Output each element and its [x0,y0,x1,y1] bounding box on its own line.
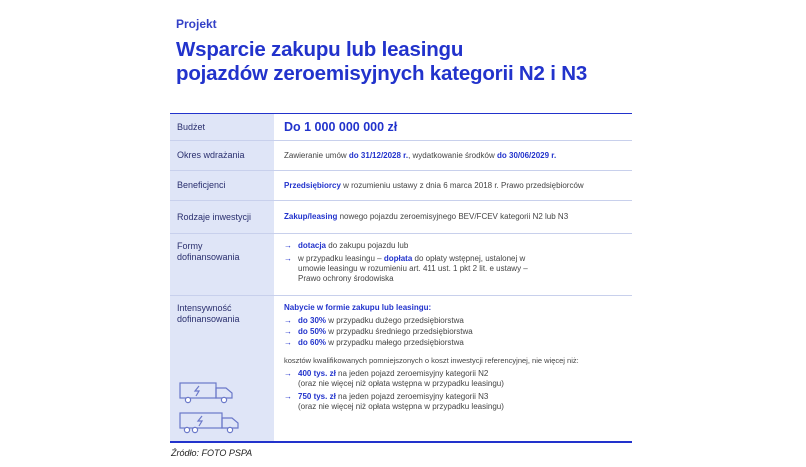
source-caption: Źródło: FOTO PSPA [171,448,253,458]
title-line-1: Wsparcie zakupu lub leasingu [176,38,464,61]
row-content [274,114,632,140]
budget-value: Do 1 000 000 000 zł [284,120,398,134]
row-label: Rodzaje inwestycji [170,201,274,233]
label-line-2: dofinansowania [177,252,240,262]
row-content [274,296,632,441]
list-item [284,338,579,348]
text: w przypadku dużego przedsiębiorstwa [326,316,464,325]
row-budget [170,113,632,140]
arrow-right-icon: → [284,392,292,401]
row-content [274,234,632,295]
page-title [176,38,646,86]
row-forms [170,233,632,295]
arrow-right-icon: → [284,327,292,336]
limit-note: (oraz nie więcej niż opłata wstępna w przypadku leasingu) [298,402,504,411]
row-label: Okres wdrażania [170,141,274,170]
arrow-right-icon: → [284,369,292,378]
list-item [284,254,534,284]
row-content [274,141,632,170]
percent: do 30% [298,316,327,325]
label-line-1: Formy [177,241,203,251]
percent: do 50% [298,327,327,336]
date-spending: do 30/06/2029 r. [497,150,557,160]
intensity-intro: Nabycie w formie zakupu lub leasingu: [284,303,432,312]
row-content [274,201,632,233]
row-beneficiaries [170,170,632,200]
row-content [274,171,632,200]
highlight: Przedsiębiorcy [284,180,341,190]
text: na jeden pojazd zeroemisyjny kategorii N3 [335,392,489,401]
row-label [170,296,274,441]
highlight: Zakup/leasing [284,212,338,221]
forms-list [284,241,534,287]
divider [170,441,632,443]
arrow-right-icon: → [284,316,292,325]
row-period [170,140,632,170]
text: nowego pojazdu zeroemisyjnego BEV/FCEV kategorii N2 lub N3 [337,212,569,221]
limits-list [284,369,579,412]
text: , wydatkowanie środków [408,150,498,160]
title-line-2: pojazdów zeroemisyjnych kategorii N2 i N3 [176,62,588,85]
text: w rozumieniu ustawy z dnia 6 marca 2018 r. Prawo przedsiębiorców [340,180,584,190]
row-label: Budżet [170,114,274,140]
list-item [284,392,579,412]
list-item [284,369,579,389]
arrow-right-icon: → [284,254,292,263]
row-label [170,234,274,295]
row-investment-types [170,200,632,233]
row-label: Beneficjenci [170,171,274,200]
label-line-1: Intensywność [177,303,232,313]
list-item [284,241,534,251]
limit-amount: 750 tys. zł [298,392,336,401]
info-table [170,113,632,441]
percent-list [284,316,579,348]
list-item [284,327,579,337]
date-contracts: do 31/12/2028 r. [348,150,409,160]
text: w przypadku małego przedsiębiorstwa [326,338,464,347]
electric-truck-icon [178,410,244,434]
highlight: dotacja [298,241,327,250]
text: do zakupu pojazdu lub [326,241,409,250]
arrow-right-icon: → [284,241,292,250]
text: Zawieranie umów [284,150,349,160]
text: w przypadku średniego przedsiębiorstwa [326,327,473,336]
costs-note: kosztów kwalifikowanych pomniejszonych o koszt inwestycji referencyjnej, nie więcej niż: [284,356,579,365]
limit-amount: 400 tys. zł [298,369,336,378]
label-line-2: dofinansowania [177,314,240,324]
kicker: Projekt [176,17,217,31]
row-intensity [170,295,632,441]
list-item [284,316,579,326]
percent: do 60% [298,338,327,347]
highlight: dopłata [383,254,413,263]
arrow-right-icon: → [284,338,292,347]
limit-note: (oraz nie więcej niż opłata wstępna w przypadku leasingu) [298,379,504,388]
text: na jeden pojazd zeroemisyjny kategorii N2 [335,369,489,378]
text: do opłaty wstępnej, ustalonej w umowie leasingu w rozumieniu art. 411 ust. 1 pkt 2 lit. e ustawy – Prawo ochrony środowiska [298,254,528,283]
electric-truck-icon [178,380,240,404]
text: w przypadku leasingu – [298,254,384,263]
